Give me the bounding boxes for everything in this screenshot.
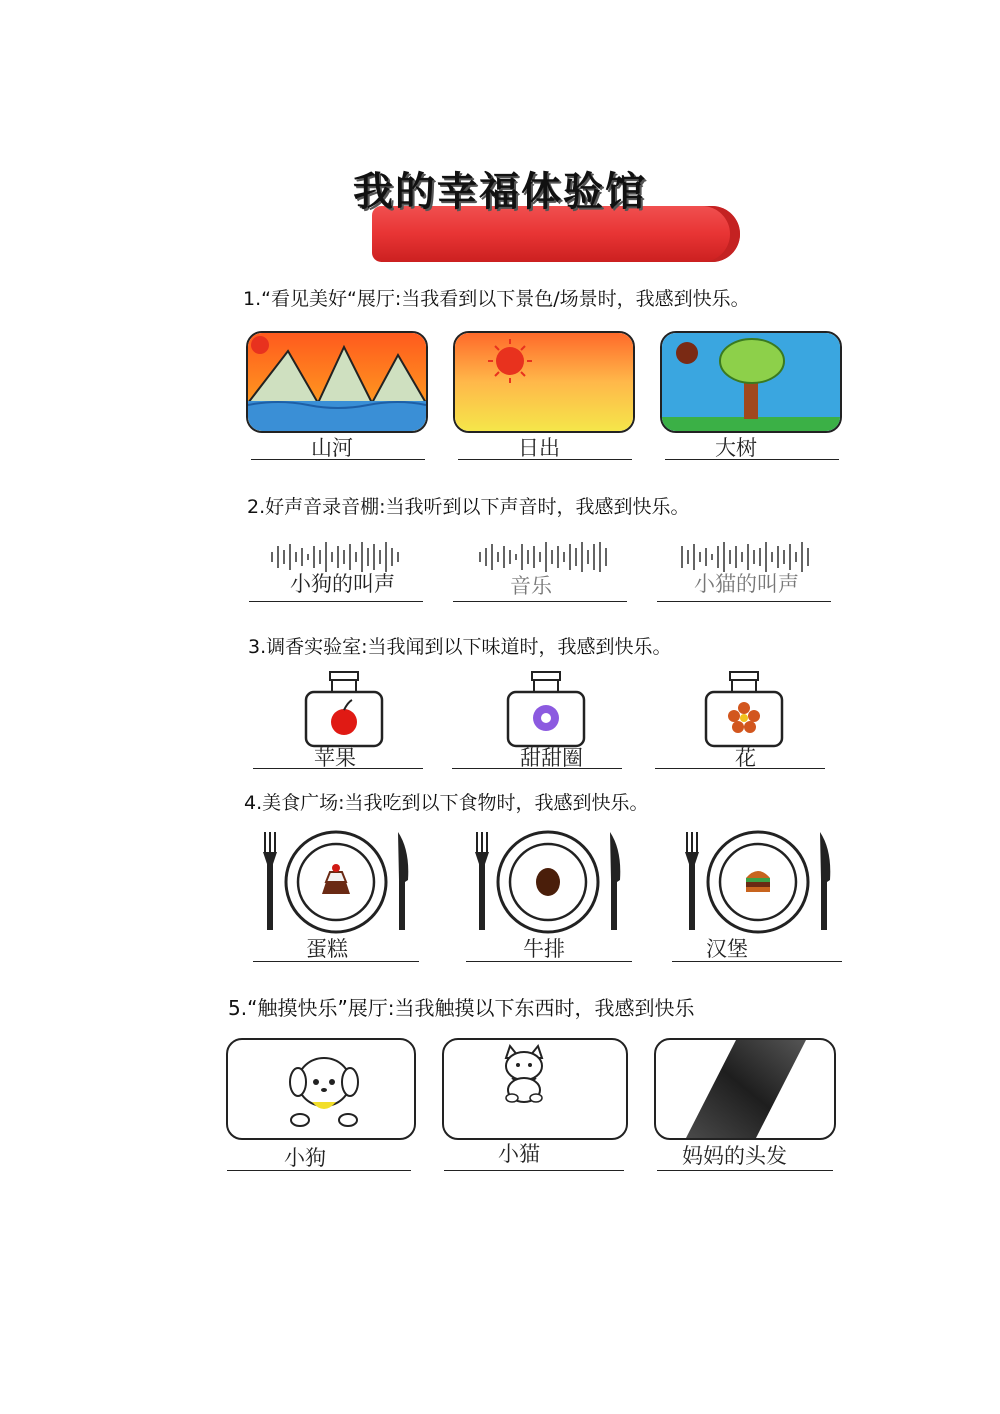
answer-line [657, 601, 831, 602]
caption-handwritten: 甜甜圈 [520, 746, 583, 770]
caption-handwritten: 花 [735, 746, 756, 770]
plate-cake-drawing [258, 830, 418, 934]
caption-handwritten: 小狗的叫声 [290, 572, 395, 596]
caption-handwritten: 苹果 [314, 746, 356, 770]
caption-handwritten: 妈妈的头发 [682, 1144, 787, 1168]
section-2-heading: 2.好声音录音棚:当我听到以下声音时，我感到快乐。 [247, 496, 690, 518]
section-4-heading: 4.美食广场:当我吃到以下食物时，我感到快乐。 [244, 792, 649, 814]
big-tree-drawing [660, 331, 842, 433]
caption-handwritten: 小狗 [284, 1146, 326, 1170]
answer-line [657, 1170, 833, 1171]
plate-steak-drawing [470, 830, 630, 934]
section-5-heading: 5.“触摸快乐”展厅:当我触摸以下东西时，我感到快乐 [228, 996, 695, 1020]
caption-handwritten: 小猫 [498, 1142, 540, 1166]
puppy-drawing [226, 1038, 416, 1140]
sunrise-drawing [453, 331, 635, 433]
answer-line [672, 961, 842, 962]
plate-burger-drawing [680, 830, 840, 934]
caption-handwritten: 山河 [311, 436, 353, 460]
answer-line [249, 601, 423, 602]
caption-handwritten: 牛排 [523, 937, 565, 961]
perfume-bottle-flower-drawing [702, 670, 786, 750]
caption-handwritten: 日出 [518, 436, 560, 460]
mothers-hair-drawing [654, 1038, 836, 1140]
kitten-drawing [442, 1038, 628, 1140]
caption-handwritten: 大树 [715, 436, 757, 460]
answer-line [444, 1170, 624, 1171]
page-title: 我的幸福体验馆 [353, 169, 647, 215]
caption-handwritten: 汉堡 [706, 937, 748, 961]
caption-handwritten: 蛋糕 [306, 937, 348, 961]
caption-handwritten: 小猫的叫声 [694, 572, 799, 596]
caption-handwritten: 音乐 [510, 574, 552, 598]
sound-wave-icon [476, 540, 610, 574]
section-3-heading: 3.调香实验室:当我闻到以下味道时，我感到快乐。 [248, 636, 672, 658]
perfume-bottle-donut-drawing [504, 670, 588, 750]
section-1-heading: 1.“看见美好“展厅:当我看到以下景色/场景时，我感到快乐。 [243, 288, 750, 310]
mountains-river-drawing [246, 331, 428, 433]
perfume-bottle-apple-drawing [302, 670, 386, 750]
answer-line [453, 601, 627, 602]
